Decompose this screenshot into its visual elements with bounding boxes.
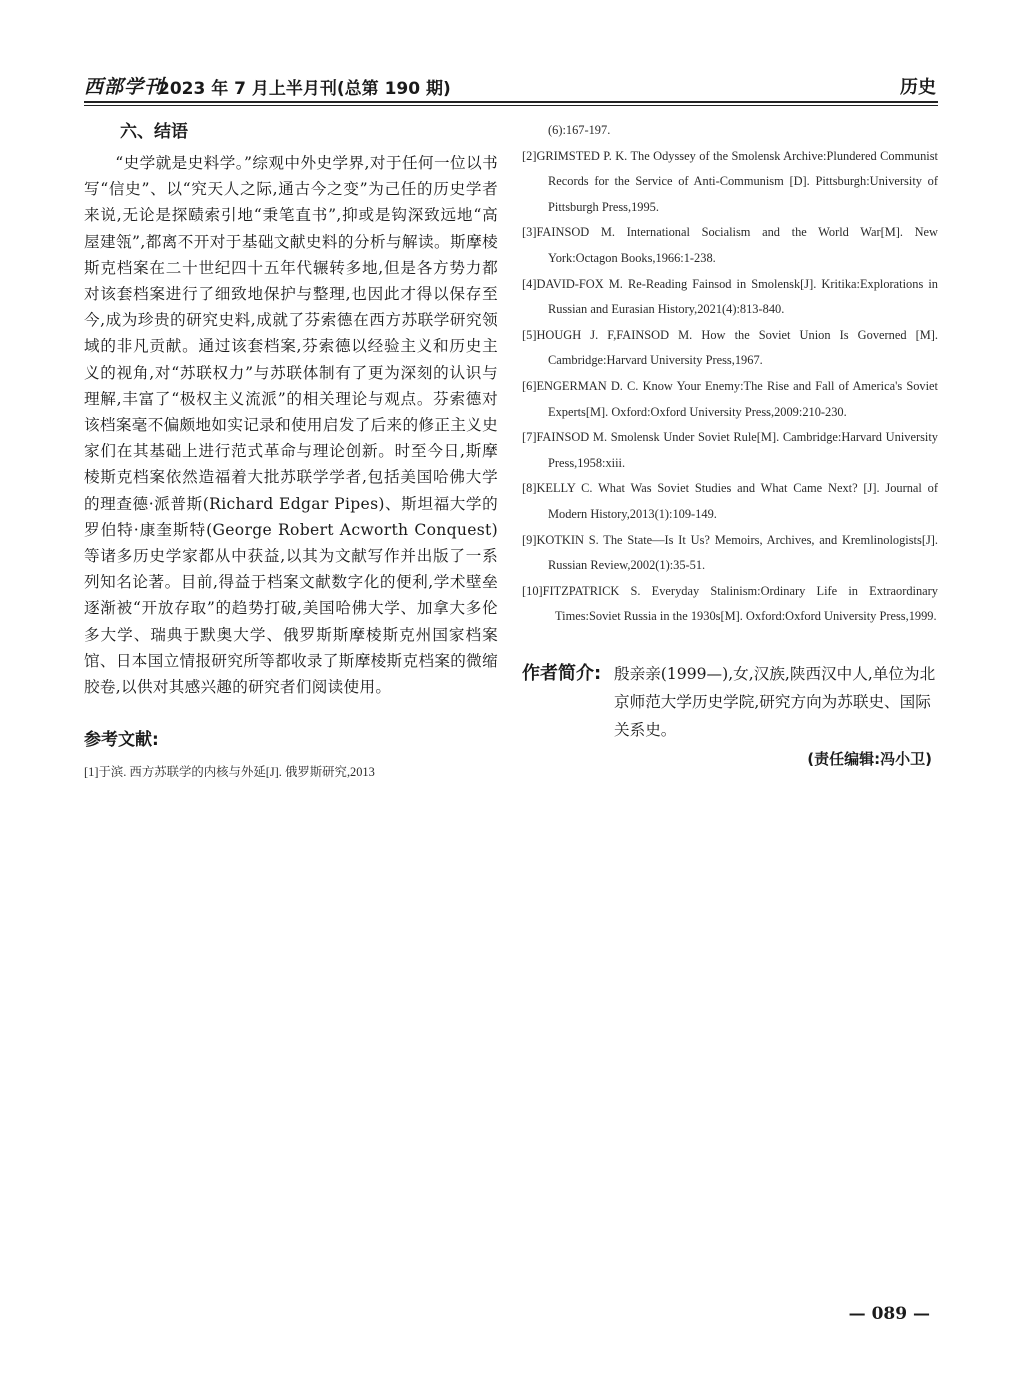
issue-info: 2023 年 7 月上半月刊(总第 190 期) (158, 79, 451, 99)
reference-item: [9]KOTKIN S. The State—Is It Us? Memoirs, Archives, and Kremlinologists[J]. Russian Review,2002(1):35-51. (522, 532, 938, 573)
reference-item: [5]HOUGH J. F,FAINSOD M. How the Soviet Union Is Governed [M]. Cambridge:Harvard University Press,1967. (522, 327, 938, 368)
reference-item: [10]FITZPATRICK S. Everyday Stalinism:Ordinary Life in Extraordinary Times:Soviet Russia in the 1930s[M]. Oxford:Oxford University Press,1999. (522, 583, 938, 624)
left-column (84, 118, 498, 786)
reference-item: [2]GRIMSTED P. K. The Odyssey of the Smolensk Archive:Plundered Communist Records for the Service of Anti-Communism [D]. Pittsburgh:University of Pittsburgh Press,1995. (522, 148, 938, 214)
header-rule-thin (84, 105, 938, 106)
reference-item: [7]FAINSOD M. Smolensk Under Soviet Rule[M]. Cambridge:Harvard University Press,1958:xiii. (522, 430, 938, 470)
reference-item: [6]ENGERMAN D. C. Know Your Enemy:The Rise and Fall of America's Soviet Experts[M]. Oxford:Oxford University Press,2009:210-230. (522, 378, 938, 419)
right-column (522, 118, 938, 769)
header-rule-thick (84, 101, 938, 103)
reference-1-start: [1]于滨. 西方苏联学的内核与外延[J]. 俄罗斯研究,2013 (84, 765, 375, 780)
author-bio-text: 殷亲亲(1999—),女,汉族,陕西汉中人,单位为北京师范大学历史学院,研究方向为苏联史、国际关系史。 (614, 664, 936, 739)
reference-list (522, 118, 938, 630)
reference-item: [4]DAVID-FOX M. Re-Reading Fainsod in Smolensk[J]. Kritika:Explorations in Russian and Eurasian History,2021(4):813-840. (522, 276, 938, 317)
reference-item: [3]FAINSOD M. International Socialism and the World War[M]. New York:Octagon Books,1966:1-238. (522, 225, 938, 265)
page-header (84, 70, 938, 100)
conclusion-paragraph: “史学就是史料学。”综观中外史学界,对于任何一位以书写“信史”、以“究天人之际,通古今之变”为己任的历史学者来说,无论是探赜索引地“秉笔直书”,抑或是钩深致远地“高屋建瓴”,都离不开对于基础文献史料的分析与解读。斯摩棱斯克档案在二十世纪四十五年代辗转多地,但是各方势力都对该套档案进行了细致地保护与整理,也因此才得以保存至今,成为珍贵的研究史料,成就了芬索德在西方苏联学研究领域的非凡贡献。通过该套档案,芬索德以经验主义和历史主义的视角,对“苏联权力”与苏联体制有了更为深刻的认识与理解,丰富了“极权主义流派”的相关理论与观点。芬索德对该档案毫不偏颇地如实记录和使用启发了后来的修正主义史家们在其基础上进行范式革命与理论创新。时至今日,斯摩棱斯克档案依然造福着大批苏联学学者,包括美国哈佛大学的理查德·派普斯(Richard Edgar Pipes)、斯坦福大学的罗伯特·康奎斯特(George Robert Acworth Conquest)等诸多历史学家都从中获益,以其为文献写作并出版了一系列知名论著。目前,得益于档案文献数字化的便利,学术壁垒逐渐被“开放存取”的趋势打破,美国哈佛大学、加拿大多伦多大学、瑞典于默奥大学、俄罗斯斯摩棱斯克州国家档案馆、日本国立情报研究所等都收录了斯摩棱斯克档案的微缩胶卷,以供对其感兴趣的研究者们阅读使用。 (84, 154, 498, 697)
page-number: — 089 — (848, 1304, 930, 1324)
section-label: 历史 (900, 77, 936, 98)
responsible-editor: (责任编辑:冯小卫) (807, 749, 932, 768)
references-title: 参考文献: (84, 730, 159, 751)
reference-item: [8]KELLY C. What Was Soviet Studies and What Came Next? [J]. Journal of Modern History,2013(1):109-149. (522, 481, 938, 521)
reference-1-end: (6):167-197. (548, 123, 611, 137)
author-bio-label: 作者简介: (522, 662, 602, 684)
author-bio (522, 660, 938, 744)
conclusion-heading: 六、结语 (120, 122, 188, 142)
journal-logo: 西部学刊 (84, 76, 165, 98)
